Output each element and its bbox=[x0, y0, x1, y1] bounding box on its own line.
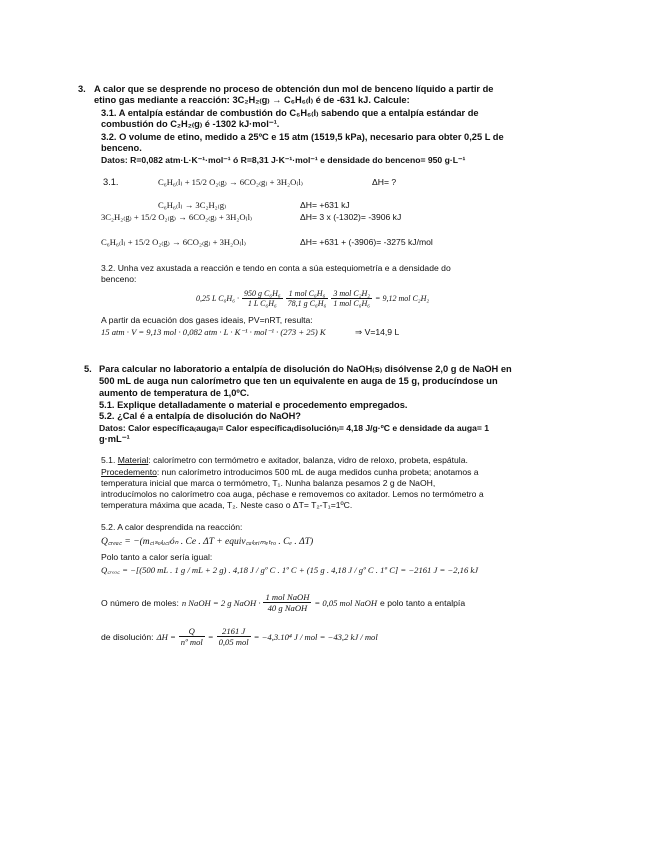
moles-result: = 0,05 mol NaOH bbox=[314, 597, 378, 608]
q5-part1: 5.1. Explique detalladamente o material e procedemento empregados. bbox=[99, 400, 408, 410]
q5-number: 5. bbox=[84, 364, 92, 374]
dissolution-intro: de disolución: bbox=[101, 631, 154, 642]
s32-text-line2: benceno: bbox=[101, 274, 137, 284]
s52-heat-calculation: Q꜀ᵣₑₐ꜀ = −[(500 mL . 1 g / mL + 2 g) . 4,18 J / gº C . 1º C + (15 g . 4,18 J / gº C . 1º C] = −2161 J = −2,16 kJ bbox=[101, 565, 479, 575]
q3-number: 3. bbox=[78, 84, 86, 94]
conversion-factor-density: $\frac{\text{950 g C₆H₆}}{\text{1 L C₆H₆}}$ bbox=[243, 289, 281, 308]
q5-datos-line2: g·mL⁻¹ bbox=[99, 434, 130, 444]
s52-intro: 5.2. A calor desprendida na reacción: bbox=[101, 522, 243, 532]
conversion-result: = 9,12 mol C₂H₂ bbox=[375, 294, 430, 303]
s31-equation2: C₆H₆₍l₎ → 3C₂H₂₍g₎ bbox=[158, 200, 227, 210]
s52-tanto: Polo tanto a calor sería igual: bbox=[101, 552, 213, 562]
s51-procedure-label: Procedemento bbox=[101, 467, 157, 477]
dissolution-line bbox=[101, 626, 378, 647]
s31-enthalpy2: ΔH= +631 kJ bbox=[300, 200, 350, 210]
s51-procedure-line1 bbox=[101, 467, 479, 478]
q3-datos: Datos: R=0,082 atm·L·K⁻¹·mol⁻¹ ó R=8,31 J·K⁻¹·mol⁻¹ e densidade do benceno= 950 g·L⁻¹ bbox=[101, 155, 466, 165]
dissolution-fraction-numeric: $\frac{2161 J}{\text{0,05 mol}}$ bbox=[218, 626, 249, 647]
s32-text-line1: 3.2. Unha vez axustada a reacción e tendo en conta a súa estequiometría e a densidade do bbox=[101, 263, 451, 273]
q3-part2-line1: 3.2. O volume de etino, medido a 25ºC e 15 atm (1519,5 kPa), necesario para obter 0,25 L de bbox=[101, 132, 504, 142]
s51-procedure-line4: temperatura máxima que acada, T₂. Neste caso o ΔT= T₂-T₁=1ºC. bbox=[101, 500, 353, 510]
s51-procedure-line2: temperatura inicial que marca o termómetro, T₁. Nunha balanza pesamos 2 g de NaOH, bbox=[101, 478, 436, 488]
q3-part2-line2: benceno. bbox=[101, 143, 142, 153]
s51-material-line bbox=[101, 455, 468, 466]
dissolution-equals: = bbox=[207, 631, 214, 642]
moles-after: e polo tanto a entalpía bbox=[380, 597, 466, 608]
conversion-factor-molar-mass: $\frac{\text{1 mol C₆H₆}}{\text{78,1 g C₆H₆}}$ bbox=[287, 289, 327, 308]
s31-enthalpy4: ΔH= +631 + (-3906)= -3275 kJ/mol bbox=[300, 237, 433, 247]
ideal-gas-equation: 15 atm · V = 9,13 mol · 0,082 atm · L · K⁻¹ · mol⁻¹ · (273 + 25) K bbox=[101, 327, 326, 337]
s31-label: 3.1. bbox=[103, 177, 119, 187]
s31-equation4: C₆H₆₍l₎ + 15/2 O₂₍g₎ → 6CO₂₍g₎ + 3H₂O₍l₎ bbox=[101, 237, 246, 247]
dissolution-lhs: ΔH = bbox=[156, 631, 176, 642]
ideal-gas-result: ⇒ V=14,9 L bbox=[355, 327, 400, 337]
q5-part2: 5.2. ¿Cal é a entalpía de disolución do NaOH? bbox=[99, 411, 301, 421]
moles-line bbox=[101, 592, 465, 613]
s52-heat-equation: Q꜀ᵣₑₐ꜀ = −(m꜀ᵢₛₒₗᵤ꜀ᵢóₙ . Ce . ΔT + equiv꜀ₐₗₒᵣᵢₘₑₜᵣₒ . Cₑ . ΔT) bbox=[101, 537, 314, 547]
s51-procedure-line3: introducímolos no calorímetro coa auga, péchase e removemos co axitador. Lemos no termómetro a bbox=[101, 489, 484, 499]
q5-heading-line1: Para calcular no laboratorio a entalpía de disolución do NaOH₍s₎ disólvense 2,0 g de NaOH en bbox=[99, 364, 512, 374]
q5-datos-line1: Datos: Calor específica₍auga₎= Calor específica₍disolución₎= 4,18 J/g·ºC e densidade da auga= 1 bbox=[99, 423, 490, 433]
q3-heading-line1: A calor que se desprende no proceso de obtención dun mol de benceno líquido a partir de bbox=[94, 84, 494, 94]
s51-procedure-text1: : nun calorímetro introducimos 500 mL de auga medidos cunha probeta; anotamos a bbox=[156, 467, 479, 477]
q3-part1-line1: 3.1. A entalpía estándar de combustión do C₆H₆₍l₎ sabendo que a entalpía estándar de bbox=[101, 108, 479, 118]
dissolution-fraction-symbolic: $\frac{Q}{\text{nº mol}}$ bbox=[180, 626, 203, 647]
s31-equation1: C₆H₆₍l₎ + 15/2 O₂₍g₎ → 6CO₂₍g₎ + 3H₂O₍l₎ bbox=[158, 177, 303, 187]
moles-fraction: $\frac{\text{1 mol NaOH}}{\text{40 g NaOH}}$ bbox=[265, 592, 310, 613]
dissolution-result: = −4,3.10⁴ J / mol = −43,2 kJ / mol bbox=[253, 631, 378, 642]
s51-number: 5.1. bbox=[101, 455, 116, 465]
q5-heading-line3: aumento de temperatura de 1,0ºC. bbox=[99, 388, 250, 398]
benzene-conversion bbox=[196, 289, 429, 308]
s51-material-label: Material bbox=[117, 455, 149, 465]
conversion-factor-stoichiometry: $\frac{\text{3 mol C₂H₂}}{\text{1 mol C₆H₆}}$ bbox=[333, 289, 371, 308]
moles-intro: O número de moles: bbox=[101, 597, 179, 608]
q5-heading-line2: 500 mL de auga nun calorímetro que ten un equivalente en auga de 15 g, producíndose un bbox=[99, 376, 498, 386]
q3-part1-line2: combustión do C₂H₂₍g₎ é -1302 kJ·mol⁻¹. bbox=[101, 119, 280, 129]
s31-equation3: 3C₂H₂₍g₎ + 15/2 O₂₍g₎ → 6CO₂₍g₎ + 3H₂O₍l₎ bbox=[101, 212, 253, 222]
ideal-gas-intro: A partir da ecuación dos gases ideais, PV=nRT, resulta: bbox=[101, 315, 313, 325]
conversion-start: 0,25 L C₆H₆ · bbox=[196, 294, 239, 303]
q3-heading-line2: etino gas mediante a reacción: 3C₂H₂₍g₎ → C₆H₆₍l₎ é de -631 kJ. Calcule: bbox=[94, 95, 410, 105]
moles-lhs: n NaOH = 2 g NaOH · bbox=[181, 597, 261, 608]
s51-material-text: : calorímetro con termómetro e axitador, balanza, vidro de reloxo, probeta, espátula. bbox=[148, 455, 468, 465]
s31-enthalpy1: ΔH= ? bbox=[372, 177, 397, 187]
s31-enthalpy3: ΔH= 3 x (-1302)= -3906 kJ bbox=[300, 212, 402, 222]
